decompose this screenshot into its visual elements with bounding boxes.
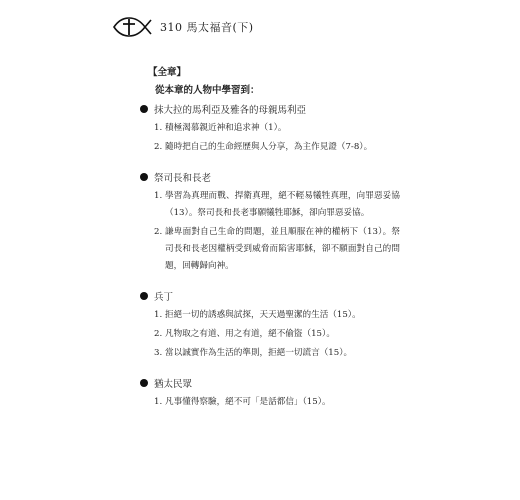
item-text: 凡事懂得察驗，絕不可「是話都信」（15）。 <box>165 397 331 407</box>
bullet-icon <box>140 173 148 181</box>
item-number: 1. <box>154 123 163 133</box>
list-item <box>154 345 400 362</box>
group-heading <box>140 102 400 116</box>
list-item <box>154 120 400 137</box>
item-number: 2. <box>154 227 163 237</box>
item-text: 凡物取之有道、用之有道，絕不偷盜（15）。 <box>165 329 335 339</box>
item-number: 3. <box>154 348 163 358</box>
list-item <box>154 326 400 343</box>
group-title: 猶太民眾 <box>154 379 193 390</box>
group-heading <box>140 170 400 184</box>
list-item <box>154 307 400 324</box>
page-header-title: 310 馬太福音(下) <box>160 21 254 34</box>
item-number: 2. <box>154 142 163 152</box>
character-group <box>140 170 400 275</box>
item-number: 1. <box>154 310 163 320</box>
item-text: 積極渴慕親近神和追求神（1）。 <box>165 123 287 133</box>
group-title: 兵丁 <box>154 292 174 303</box>
item-number: 1. <box>154 191 163 201</box>
ichthys-fish-cross-icon <box>112 12 152 42</box>
list-item <box>154 224 400 275</box>
character-group <box>140 376 400 411</box>
page-header <box>112 10 254 44</box>
item-number: 2. <box>154 329 163 339</box>
bullet-icon <box>140 379 148 387</box>
intro-text: 從本章的人物中學習到： <box>155 85 260 96</box>
group-title: 祭司長和長老 <box>154 173 212 184</box>
list-item <box>154 139 400 156</box>
item-text: 謙卑面對自己生命的問題，並且順服在神的權柄下（13）。祭司長和長老因權柄受到威脅而陷害耶穌，卻不願面對自己的問題，回轉歸向神。 <box>165 227 400 271</box>
section-label: 【全章】 <box>148 67 187 78</box>
bullet-icon <box>140 105 148 113</box>
group-heading <box>140 376 400 390</box>
item-text: 當以誠實作為生活的準則，拒絕一切謊言（15）。 <box>165 348 353 358</box>
bullet-icon <box>140 292 148 300</box>
item-text: 隨時把自己的生命經歷與人分享，為主作見證（7-8）。 <box>165 142 373 152</box>
list-item <box>154 394 400 411</box>
list-item <box>154 188 400 222</box>
item-text: 拒絕一切的誘惑與試探，天天過聖潔的生活（15）。 <box>165 310 361 320</box>
character-group <box>140 102 400 156</box>
character-group <box>140 289 400 362</box>
item-number: 1. <box>154 397 163 407</box>
item-text: 學習為真理而戰、捍衛真理，絕不輕易犧牲真理，向罪惡妥協（13）。祭司長和長老事願犧牲耶穌，卻向罪惡妥協。 <box>165 191 400 218</box>
group-title: 抹大拉的馬利亞及雅各的母親馬利亞 <box>154 105 307 116</box>
group-heading <box>140 289 400 303</box>
chapter-content <box>140 64 400 425</box>
